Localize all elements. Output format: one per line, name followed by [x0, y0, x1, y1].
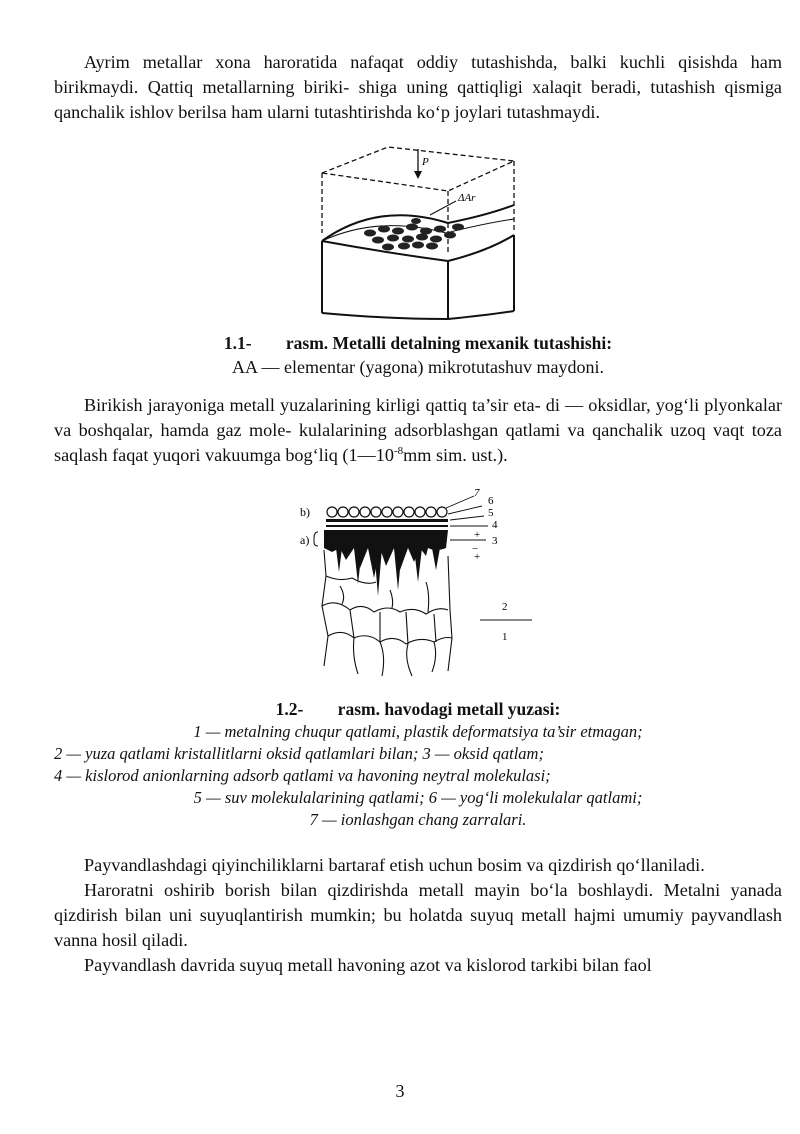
metal-surface-diagram — [296, 486, 546, 691]
figure-1-2-number: 1.2- — [275, 699, 304, 719]
figure-1-1-caption — [54, 331, 782, 355]
figure-1-2-caption — [54, 697, 782, 721]
figure-1-1-subcaption — [54, 355, 782, 379]
paragraph-pressure-heating: Payvandlashdagi qiyinchiliklarni bartaraf etish uchun bosim va qizdirish qo‘llaniladi. — [84, 855, 705, 875]
legend-line-5: 7 — ionlashgan chang zarralari. — [309, 810, 527, 829]
figure-1-1-symbol: AA — [232, 357, 258, 377]
paragraph-contamination-end: mm sim. ust.). — [403, 445, 508, 465]
label-a: a) — [300, 533, 310, 547]
label-1: 1 — [502, 631, 508, 643]
plus-sign-2: + — [474, 551, 481, 563]
force-label: P — [422, 156, 429, 168]
label-3: 3 — [492, 535, 498, 547]
legend-line-4: 5 — suv molekulalarining qatlami; 6 — yog‘li molekulalar qatlami; — [193, 788, 643, 807]
figure-1-1-title: rasm. Metalli detalning mexanik tutashishi: — [285, 333, 613, 353]
label-b: b) — [300, 505, 310, 519]
figure-1-1-number: 1.1- — [223, 333, 252, 353]
figure-1-1 — [318, 143, 518, 323]
page-content — [54, 50, 782, 978]
paragraph-welding: Payvandlash davrida suyuq metall havoning azot va kislorod tarkibi bilan faol — [84, 955, 652, 975]
figure-1-1-definition: — elementar (yagona) mikrotutashuv maydoni. — [257, 357, 604, 377]
figure-1-2-title: rasm. havodagi metall yuzasi: — [337, 699, 561, 719]
mechanical-contact-diagram — [318, 143, 518, 323]
label-2: 2 — [502, 601, 508, 613]
legend-line-1: 1 — metalning chuqur qatlami, plastik deformatsiya ta’sir etmagan; — [193, 722, 643, 741]
minus-sign: − — [472, 543, 479, 555]
page-number: 3 — [395, 1081, 405, 1101]
label-4: 4 — [492, 519, 498, 531]
paragraph-contamination-text: Birikish jarayoniga metall yuzalarining kirligi qattiq ta’sir eta- di — oksidlar, yog‘li plyonkalar va boshqalar, hamda gaz mole- kulalarining adsorblashgan qatlami va qanchalik uzoq vaqt toza saqlash faqat yuqori vakuumga bog‘liq (1—10 — [54, 395, 782, 465]
legend-line-3: 4 — kislorod anionlarning adsorb qatlami va havoning neytral molekulasi; — [54, 766, 551, 785]
exponent: -8 — [393, 445, 404, 457]
paragraph-contamination — [54, 393, 782, 468]
paragraph-melting: Haroratni oshirib borish bilan qizdirishda metall mayin bo‘la boshlaydi. Metalni yanada qizdirish bilan uni suyuqlantirish mumkin; bu holatda suyuq metall hajmi umumiy payvandlash vanna hosil qiladi. — [54, 880, 782, 950]
label-6: 6 — [488, 495, 494, 507]
plus-sign-1: + — [474, 529, 481, 541]
area-label: ΔAr — [458, 192, 476, 204]
figure-1-2 — [296, 486, 546, 691]
label-7: 7 — [474, 487, 480, 499]
label-5: 5 — [488, 507, 494, 519]
paragraph-intro: Ayrim metallar xona haroratida nafaqat oddiy tutashishda, balki kuchli qisishda ham birikmaydi. Qattiq metallarning biriki- shiga uning qattiqligi xalaqit beradi, tutashish qismiga qanchalik ishlov berilsa ham ularni tutashtirishda ko‘p joylari tutashmaydi. — [54, 52, 782, 122]
legend-line-2: 2 — yuza qatlami kristallitlarni oksid qatlamlari bilan; 3 — oksid qatlam; — [54, 744, 544, 763]
